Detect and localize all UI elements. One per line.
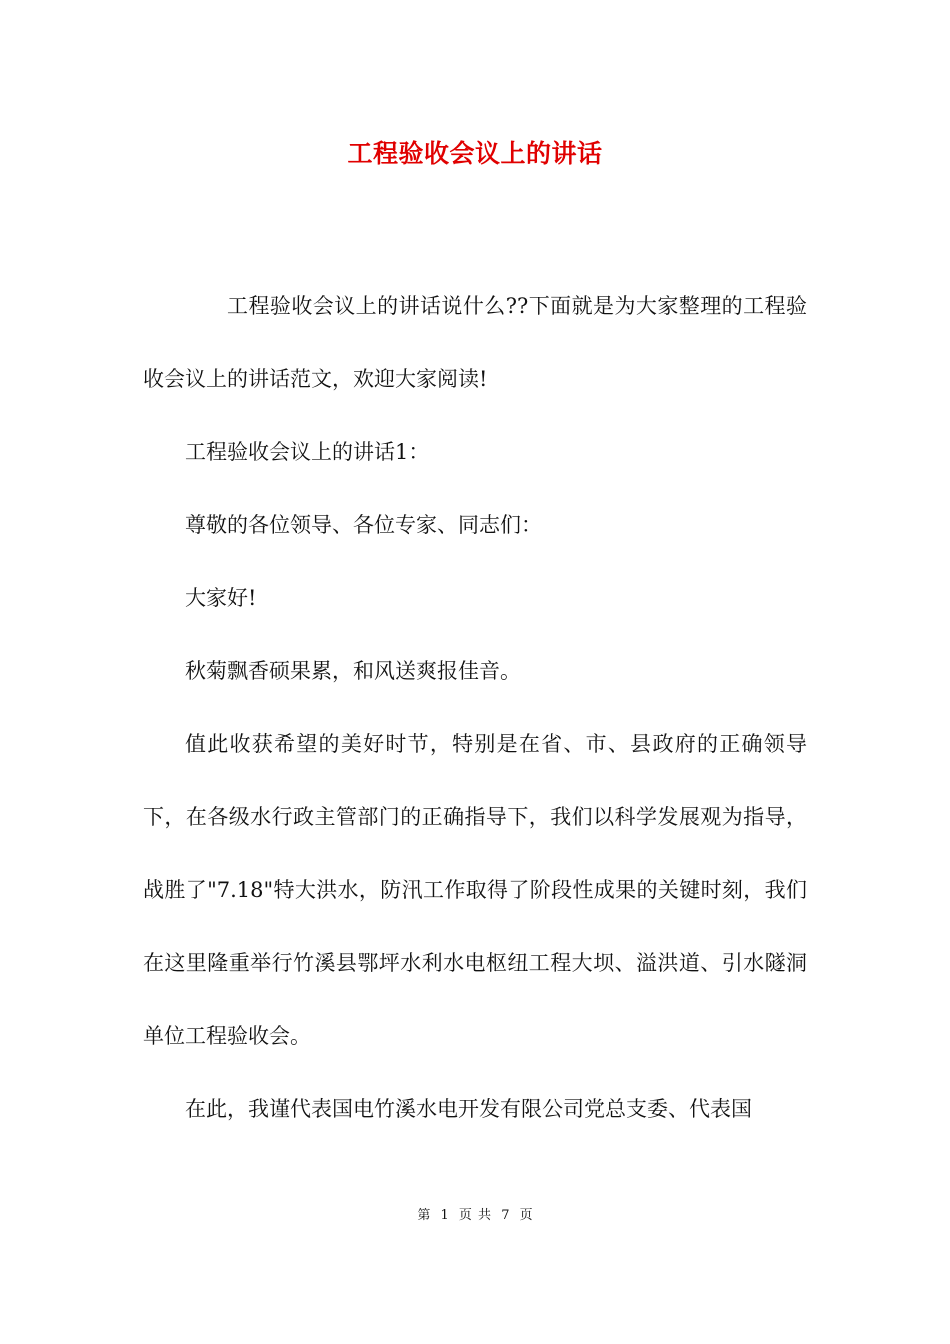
greeting-paragraph: 大家好! [185, 586, 257, 610]
occasion-paragraph: 值此收获希望的美好时节，特别是在省、市、县政府的正确领导下，在各级水行政主管部门的正确指导下，我们以科学发展观为指导，战胜了"7.18"特大洪水，防汛工作取得了阶段性成果的关键时刻，我们在这里隆重举行竹溪县鄂坪水利水电枢纽工程大坝、溢洪道、引水隧洞单位工程验收会。 [143, 732, 807, 1048]
total-page-number: 7 [501, 1208, 510, 1223]
page-suffix: 页 [519, 1208, 533, 1223]
intro-paragraph: 工程验收会议上的讲话说什么??下面就是为大家整理的工程验收会议上的讲话范文，欢迎大家阅读! [143, 294, 807, 391]
page-prefix: 第 [417, 1208, 431, 1223]
speech-heading: 工程验收会议上的讲话1： [185, 440, 430, 464]
document-body [143, 270, 807, 1146]
current-page-number: 1 [440, 1208, 449, 1223]
page-number-footer [0, 1206, 950, 1226]
page-middle-text: 页 共 [458, 1208, 492, 1223]
poem-line-paragraph: 秋菊飘香硕果累，和风送爽报佳音。 [185, 659, 521, 683]
salutation-paragraph: 尊敬的各位领导、各位专家、同志们： [185, 513, 542, 537]
thanks-paragraph: 在此，我谨代表国电竹溪水电开发有限公司党总支委、代表国 [185, 1097, 752, 1121]
document-title: 工程验收会议上的讲话 [347, 139, 603, 168]
